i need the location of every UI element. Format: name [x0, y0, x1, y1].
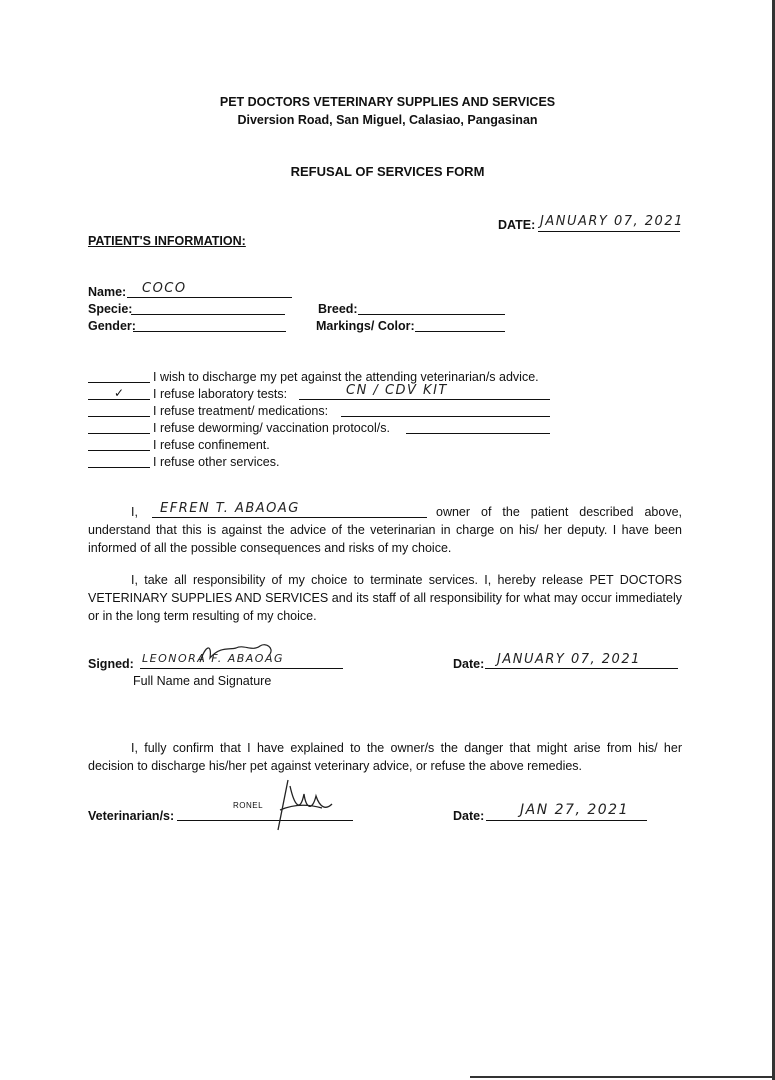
refusal-check-line	[88, 416, 150, 417]
owner-date-line	[485, 668, 678, 669]
vet-signature-scribble	[260, 774, 340, 834]
signed-caption: Full Name and Signature	[133, 674, 272, 688]
org-address: Diversion Road, San Miguel, Calasiao, Pangasinan	[237, 113, 538, 127]
refusal-text: I refuse deworming/ vaccination protocol/s.	[153, 421, 390, 435]
breed-label: Breed:	[318, 302, 358, 316]
statement3: I, fully confirm that I have explained to the owner/s the danger that might arise from his/ her decision to discharge his/her pet against veterinary advice, or refuse the above remedies.	[88, 741, 682, 773]
owner-signature-scribble	[190, 640, 280, 668]
refusal-text: I refuse other services.	[153, 455, 280, 469]
signed-line	[140, 668, 343, 669]
refusal-check-mark: ✓	[114, 386, 125, 400]
name-line	[127, 297, 292, 298]
refusal-item	[88, 421, 558, 439]
statement2: I, take all responsibility of my choice to terminate services. I, hereby release PET DOCTORS VETERINARY SUPPLIES AND SERVICES and its staff of all responsibility for what may occur immediately or in the long term resulting of my choice.	[88, 573, 682, 623]
refusal-extra-line	[299, 399, 550, 400]
date-label: DATE:	[498, 218, 536, 232]
gender-label: Gender:	[88, 319, 136, 333]
gender-line	[133, 331, 286, 332]
owner-name-line	[152, 517, 427, 518]
refusal-item	[88, 383, 558, 405]
vet-name-value: RONEL	[233, 801, 264, 810]
vet-date-line	[486, 820, 647, 821]
signed-value: LEONORA F. ABAOAG	[142, 652, 284, 665]
signed-label: Signed:	[88, 657, 134, 671]
refusal-item	[88, 404, 558, 422]
form-title: REFUSAL OF SERVICES FORM	[290, 164, 485, 179]
refusal-check-line	[88, 433, 150, 434]
vet-label: Veterinarian/s:	[88, 809, 175, 823]
refusal-text: I refuse laboratory tests:	[153, 387, 288, 401]
owner-date-label: Date:	[453, 657, 485, 671]
owner-name-value: EFREN T. ABAOAG	[160, 501, 300, 516]
refusal-check-line	[88, 450, 150, 451]
refusal-item	[88, 455, 558, 473]
refusal-extra-line	[406, 433, 550, 434]
statement1-line1-rest: owner of the patient described above,	[436, 505, 682, 519]
vet-date-value: JAN 27, 2021	[520, 802, 629, 818]
markings-label: Markings/ Color:	[316, 319, 415, 333]
vet-date-label: Date:	[453, 809, 485, 823]
scan-edge-bottom	[470, 1076, 775, 1078]
markings-line	[415, 331, 505, 332]
date-value: JANUARY 07, 2021	[540, 214, 684, 229]
org-name: PET DOCTORS VETERINARY SUPPLIES AND SERVICES	[219, 95, 556, 109]
refusal-check-line	[88, 467, 150, 468]
refusal-item	[88, 370, 558, 388]
specie-line	[131, 314, 285, 315]
statement1-prefix: I,	[131, 505, 138, 519]
specie-label: Specie:	[88, 302, 133, 316]
owner-date-value: JANUARY 07, 2021	[497, 652, 641, 667]
patient-section-title: PATIENT'S INFORMATION:	[88, 234, 246, 248]
name-label: Name:	[88, 285, 127, 299]
refusal-text: I refuse confinement.	[153, 438, 270, 452]
refusal-item	[88, 438, 558, 456]
refusal-text: I wish to discharge my pet against the attending veterinarian/s advice.	[153, 370, 539, 384]
date-line	[538, 231, 680, 232]
refusal-text: I refuse treatment/ medications:	[153, 404, 329, 418]
statement1-body: understand that this is against the advice of the veterinarian in charge on his/ her deputy. I have been informed of all the possible consequences and risks of my choice.	[88, 523, 682, 555]
refusal-check-line	[88, 382, 150, 383]
name-value: COCO	[142, 281, 187, 296]
refusal-extra-value: CN / CDV KIT	[346, 383, 448, 398]
breed-line	[358, 314, 505, 315]
refusal-extra-line	[341, 416, 550, 417]
